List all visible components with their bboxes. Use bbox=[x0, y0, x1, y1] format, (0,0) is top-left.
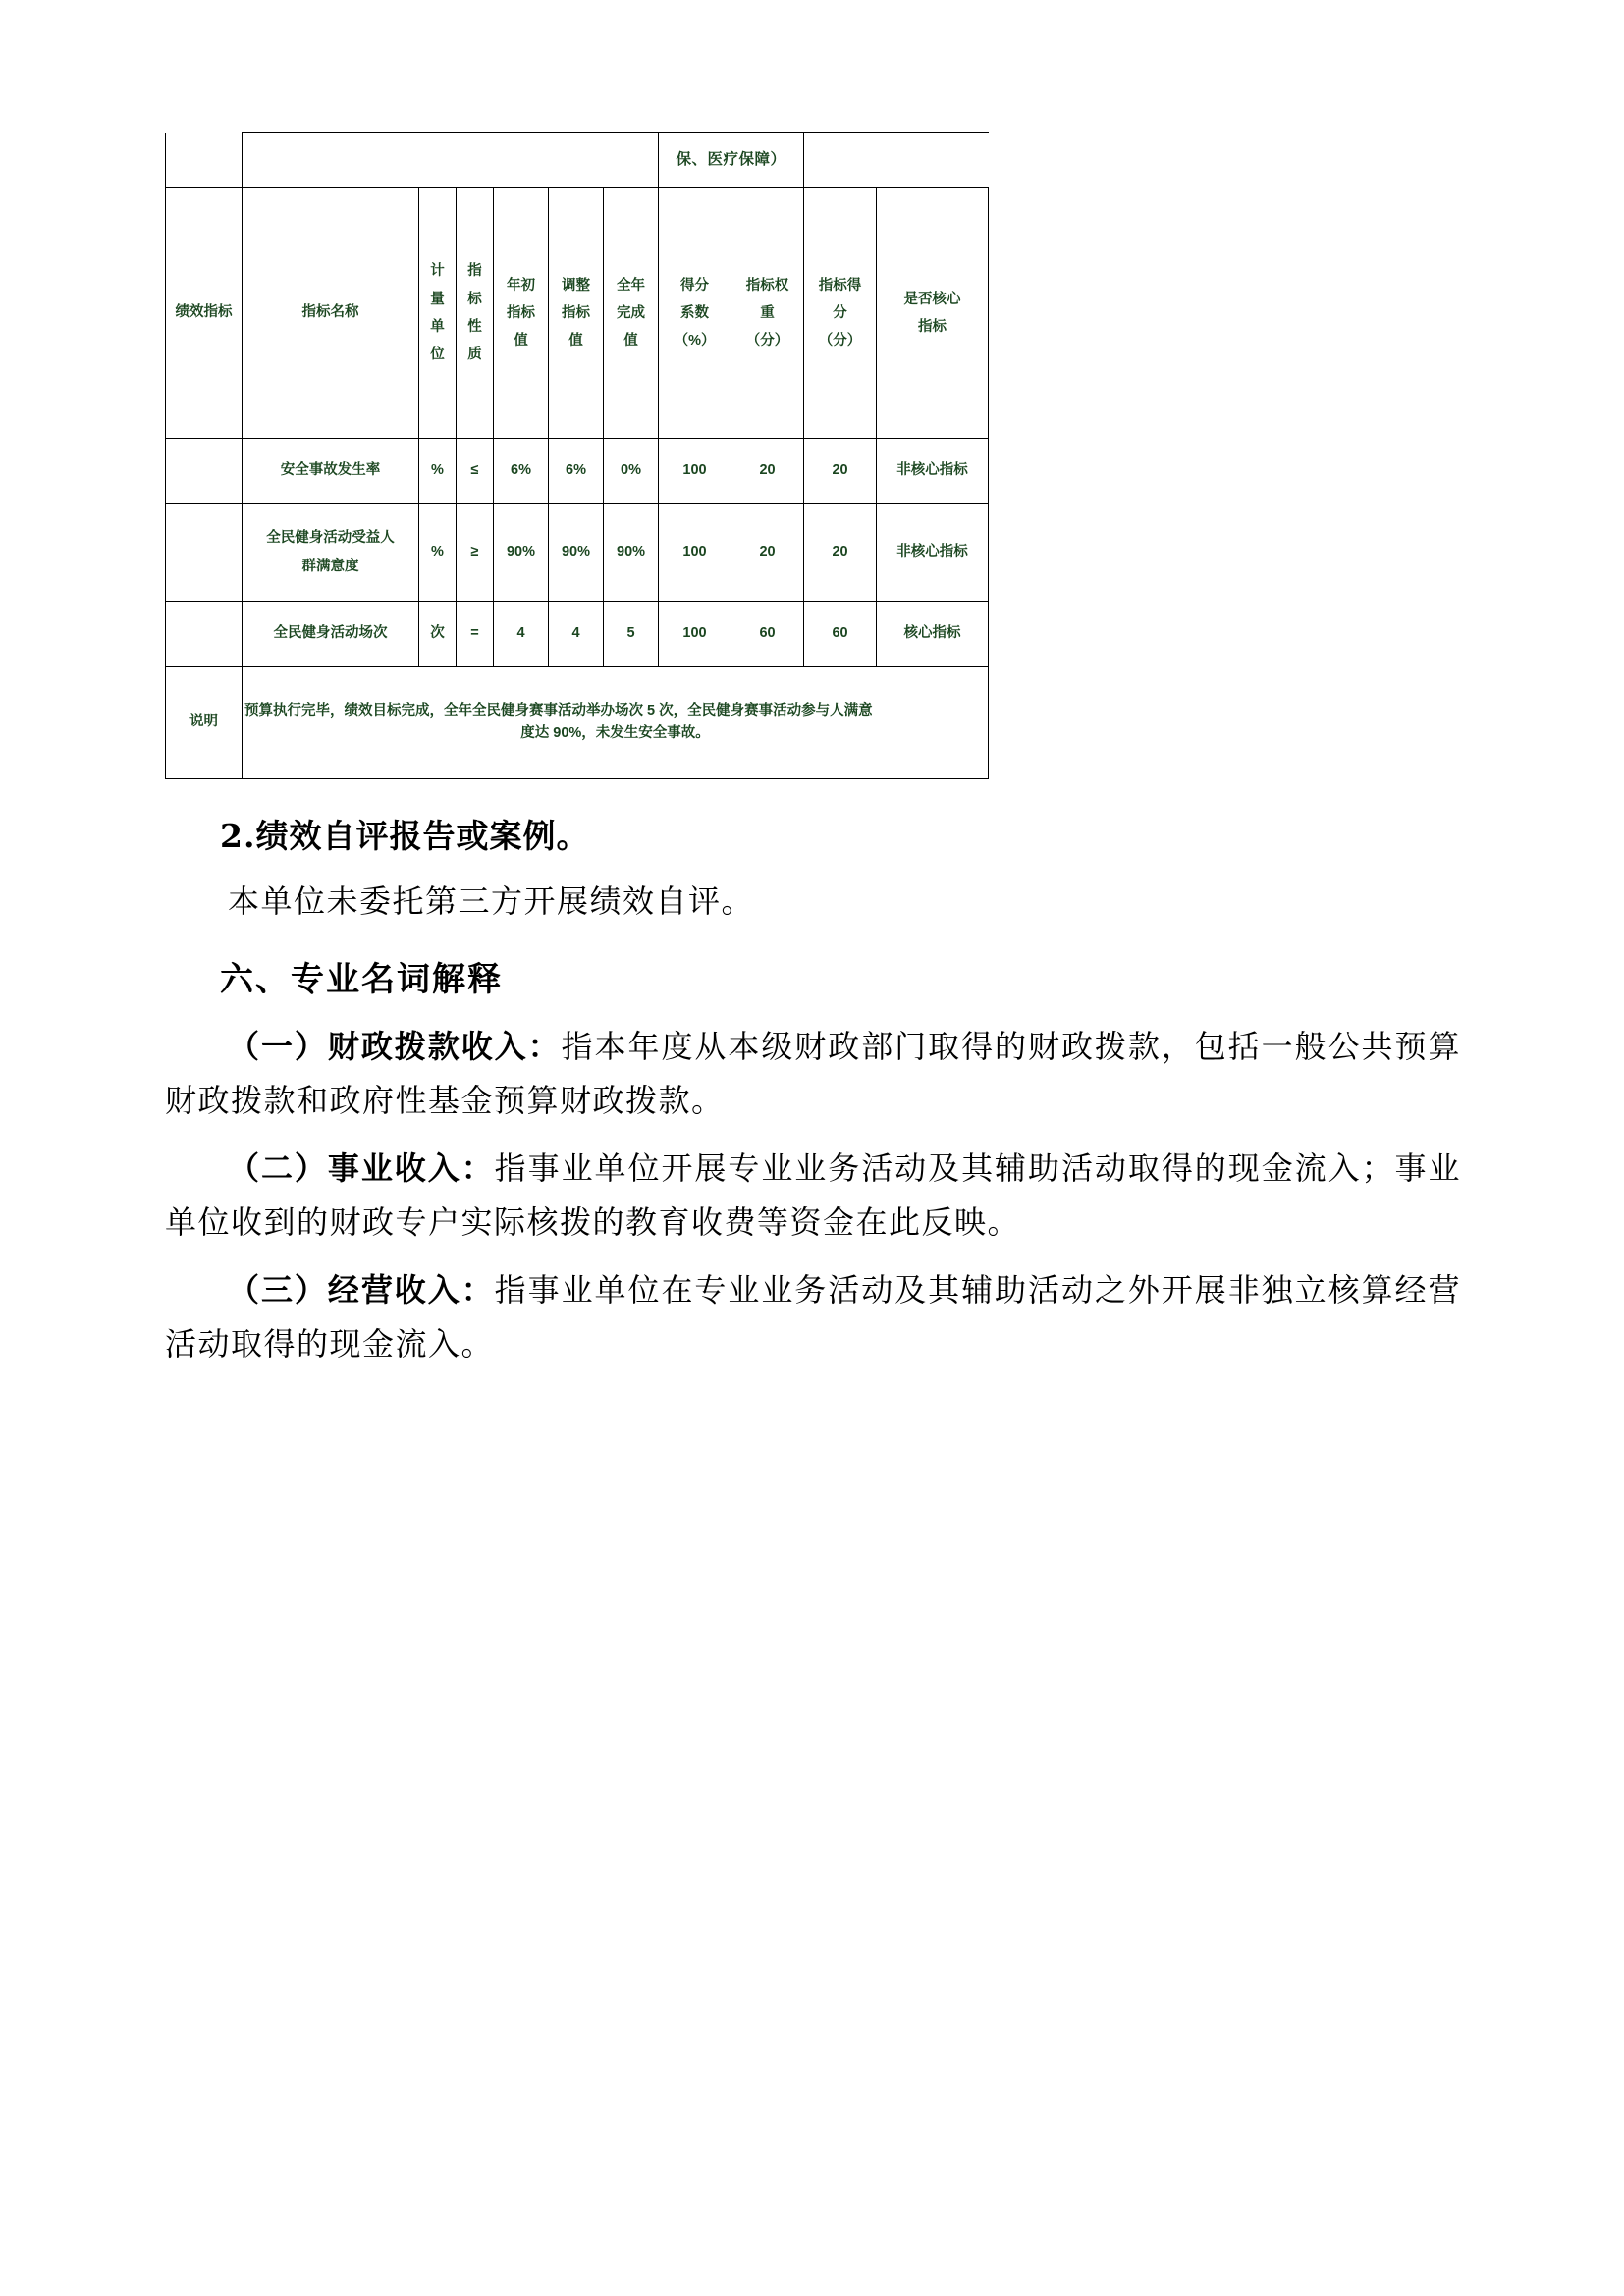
term-definition-3 bbox=[165, 1263, 1461, 1371]
row-2-is-core: 非核心指标 bbox=[877, 504, 989, 602]
header-full-year-line-3: 值 bbox=[623, 333, 638, 349]
header-year-start-line-3: 值 bbox=[514, 333, 528, 349]
table-note-row bbox=[166, 667, 989, 779]
row-2-score-coef: 100 bbox=[659, 504, 731, 602]
header-score-coefficient bbox=[659, 188, 731, 439]
row-1-year-start: 6% bbox=[494, 439, 549, 504]
performance-indicator-table bbox=[165, 132, 989, 779]
header-unit-char-4: 位 bbox=[430, 347, 445, 363]
header-nature-char-4: 质 bbox=[467, 347, 482, 363]
paragraph-section-2-body: 本单位未委托第三方开展绩效自评。 bbox=[228, 882, 755, 921]
header-is-core-line-1: 是否核心 bbox=[903, 291, 961, 307]
row-1-indicator-score: 20 bbox=[804, 439, 877, 504]
row-2-indicator-name bbox=[243, 504, 419, 602]
header-indicator-name: 指标名称 bbox=[243, 188, 419, 439]
heading-section-2: 2.绩效自评报告或案例。 bbox=[220, 817, 590, 855]
row-3-adjusted: 4 bbox=[549, 602, 604, 667]
header-indicator-score-line-2: 分 bbox=[833, 304, 847, 321]
row-2-full-year: 90% bbox=[604, 504, 659, 602]
header-score-coef-line-1: 得分 bbox=[680, 277, 710, 294]
row-1-score-coef: 100 bbox=[659, 439, 731, 504]
row-3-nature: = bbox=[457, 602, 494, 667]
header-unit bbox=[419, 188, 457, 439]
row-1-nature: ≤ bbox=[457, 439, 494, 504]
note-text bbox=[243, 667, 989, 779]
header-weight-line-1: 指标权 bbox=[745, 277, 789, 294]
header-unit-char-3: 单 bbox=[430, 319, 445, 335]
row-2-weight: 20 bbox=[731, 504, 804, 602]
continuation-header-text: 保、医疗保障） bbox=[659, 133, 804, 188]
row-3-full-year: 5 bbox=[604, 602, 659, 667]
performance-indicator-table-container bbox=[165, 132, 988, 779]
header-indicator-score-line-3: （分） bbox=[818, 333, 862, 349]
term-definition-3-lead: （三）经营收入： bbox=[228, 1270, 495, 1308]
table-row bbox=[166, 504, 989, 602]
row-2-indicator-name-line-2: 群满意度 bbox=[301, 558, 359, 574]
row-3-unit: 次 bbox=[419, 602, 457, 667]
row-2-indicator-name-line-1: 全民健身活动受益人 bbox=[266, 530, 395, 547]
note-text-line-1: 预算执行完毕，绩效目标完成，全年全民健身赛事活动举办场次 5 次，全民健身赛事活动参与人满意 bbox=[244, 702, 873, 719]
row-1-perf-indicator bbox=[166, 439, 243, 504]
row-1-indicator-name: 安全事故发生率 bbox=[243, 439, 419, 504]
header-adjusted-line-2: 指标 bbox=[562, 304, 590, 321]
term-definition-3-text: 指事业单位在专业业务活动及其辅助活动之外开展非独立核算经营活动取得的现金流入。 bbox=[165, 1270, 1461, 1363]
header-nature bbox=[457, 188, 494, 439]
header-year-start-value bbox=[494, 188, 549, 439]
term-definition-2-lead: （二）事业收入： bbox=[228, 1148, 495, 1187]
header-indicator-score bbox=[804, 188, 877, 439]
table-continuation-row bbox=[166, 133, 989, 188]
term-definition-2-text: 指事业单位开展专业业务活动及其辅助活动取得的现金流入；事业单位收到的财政专户实际核拨的教育收费等资金在此反映。 bbox=[165, 1148, 1461, 1241]
row-1-adjusted: 6% bbox=[549, 439, 604, 504]
header-adjusted-line-3: 值 bbox=[568, 333, 583, 349]
row-1-full-year: 0% bbox=[604, 439, 659, 504]
term-definition-1 bbox=[165, 1020, 1461, 1128]
row-2-nature: ≥ bbox=[457, 504, 494, 602]
row-3-score-coef: 100 bbox=[659, 602, 731, 667]
row-2-indicator-score: 20 bbox=[804, 504, 877, 602]
header-score-coef-line-3: （%） bbox=[674, 333, 716, 349]
table-header-row bbox=[166, 188, 989, 439]
row-1-unit: % bbox=[419, 439, 457, 504]
header-unit-char-2: 量 bbox=[430, 291, 445, 307]
header-adjusted-line-1: 调整 bbox=[562, 277, 590, 294]
continuation-spacer-left bbox=[166, 133, 243, 188]
term-definition-2 bbox=[165, 1142, 1461, 1250]
row-3-perf-indicator bbox=[166, 602, 243, 667]
header-unit-char-1: 计 bbox=[430, 263, 445, 280]
header-nature-char-2: 标 bbox=[467, 291, 482, 307]
header-full-year-line-1: 全年 bbox=[617, 277, 646, 294]
header-nature-char-3: 性 bbox=[467, 319, 482, 335]
header-full-year-line-2: 完成 bbox=[617, 304, 646, 321]
header-is-core-indicator bbox=[877, 188, 989, 439]
header-score-coef-line-2: 系数 bbox=[680, 304, 710, 321]
header-full-year-value bbox=[604, 188, 659, 439]
row-2-year-start: 90% bbox=[494, 504, 549, 602]
table-row bbox=[166, 439, 989, 504]
heading-section-6: 六、专业名词解释 bbox=[220, 960, 503, 1000]
term-definition-1-text: 指本年度从本级财政部门取得的财政拨款，包括一般公共预算财政拨款和政府性基金预算财政拨款。 bbox=[165, 1027, 1461, 1119]
header-nature-char-1: 指 bbox=[467, 263, 482, 280]
header-year-start-line-2: 指标 bbox=[507, 304, 535, 321]
header-weight-line-2: 重 bbox=[760, 304, 775, 321]
header-indicator-score-line-1: 指标得 bbox=[818, 277, 862, 294]
continuation-spacer-right bbox=[804, 133, 989, 188]
note-text-line-2: 度达 90%，未发生安全事故。 bbox=[520, 725, 710, 741]
document-body bbox=[165, 785, 1461, 1371]
row-2-perf-indicator bbox=[166, 504, 243, 602]
header-adjusted-value bbox=[549, 188, 604, 439]
row-3-indicator-score: 60 bbox=[804, 602, 877, 667]
row-3-year-start: 4 bbox=[494, 602, 549, 667]
header-weight-line-3: （分） bbox=[745, 333, 789, 349]
row-3-indicator-name: 全民健身活动场次 bbox=[243, 602, 419, 667]
row-3-weight: 60 bbox=[731, 602, 804, 667]
continuation-spacer-mid bbox=[243, 133, 659, 188]
header-is-core-line-2: 指标 bbox=[918, 319, 947, 335]
header-year-start-line-1: 年初 bbox=[507, 277, 535, 294]
row-1-is-core: 非核心指标 bbox=[877, 439, 989, 504]
row-3-is-core: 核心指标 bbox=[877, 602, 989, 667]
row-2-adjusted: 90% bbox=[549, 504, 604, 602]
row-2-unit: % bbox=[419, 504, 457, 602]
header-perf-indicator: 绩效指标 bbox=[166, 188, 243, 439]
table-row bbox=[166, 602, 989, 667]
header-indicator-weight bbox=[731, 188, 804, 439]
term-definition-1-lead: （一）财政拨款收入： bbox=[228, 1027, 562, 1065]
row-1-weight: 20 bbox=[731, 439, 804, 504]
note-label: 说明 bbox=[166, 667, 243, 779]
